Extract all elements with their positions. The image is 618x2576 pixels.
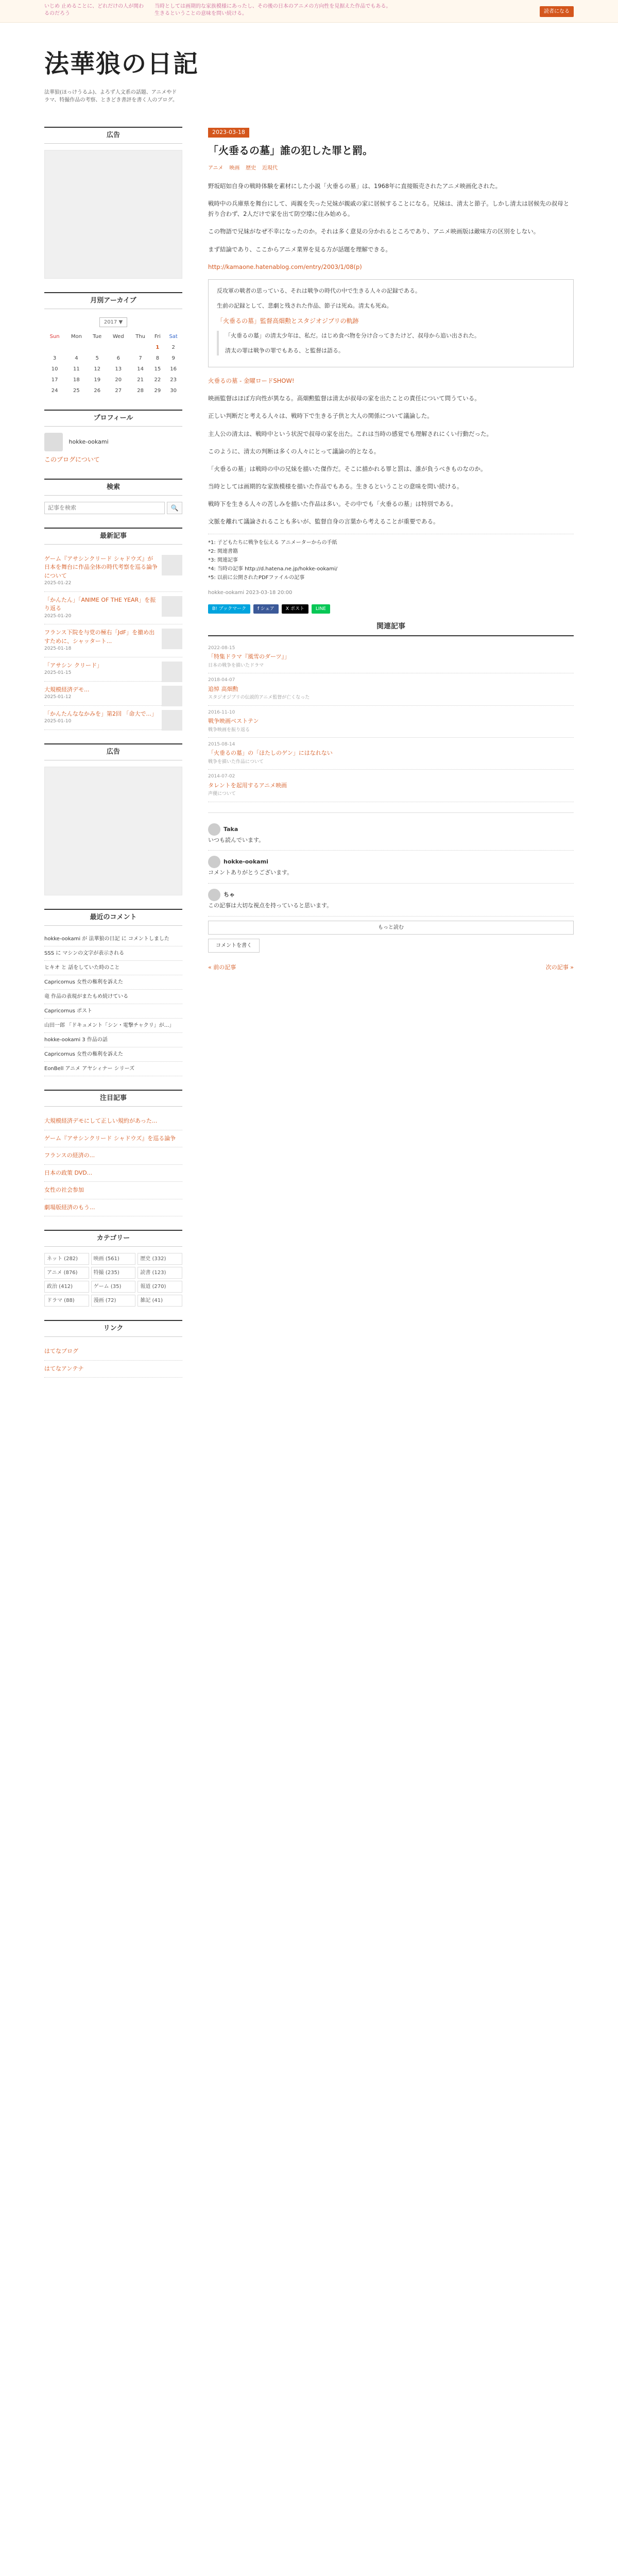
footnote: *3: 関連記事	[208, 557, 238, 564]
sidebar	[44, 127, 182, 1391]
blog-description: 法華狼(ほっけうるふ)、よろず人文系の話題、アニメやドラマ、特撮作品の考察、ときどき書評を書く人のブログ。	[44, 89, 178, 103]
calendar-day: 13	[115, 366, 122, 372]
related-date: 2016-11-10	[208, 709, 235, 715]
blog-header	[0, 23, 618, 126]
comment-text: この記事は大切な視点を持っていると思います。	[208, 902, 333, 909]
links-title: リンク	[44, 1320, 182, 1337]
calendar-title: 月別アーカイブ	[44, 292, 182, 309]
entry-link[interactable]: ゲーム『アサシンクリード シャドウズ』を巡る論争	[44, 1134, 176, 1142]
related-link[interactable]: 追悼 高畑勲	[208, 685, 238, 692]
related-item[interactable]	[208, 673, 574, 705]
entry-link[interactable]: 日本の政策 DVD...	[44, 1169, 93, 1176]
comment-item[interactable]: hokke-ookami 3 作品の話	[44, 1033, 182, 1047]
footnote: *4: 当時の記事 http://d.hatena.ne.jp/hokke-ookami/	[208, 566, 338, 572]
paragraph: 映画監督はほぼ方向性が異なる。高畑勲監督は清太が叔母の家を出たことの責任について問うている。	[208, 395, 480, 402]
paragraph: 「火垂るの墓」は戦時の中の兄妹を描いた傑作だ。そこに描かれる罪と罰は、誰が負うべきものなのか。	[208, 465, 487, 472]
tag-item[interactable]: 歴史	[246, 165, 256, 171]
related-date: 2015-08-14	[208, 741, 235, 747]
calendar-day: 20	[115, 377, 122, 383]
calendar-day: 21	[137, 377, 144, 383]
calendar-day: 10	[51, 366, 58, 372]
calendar-day: 12	[94, 366, 101, 372]
ad-title-2: 広告	[44, 743, 182, 760]
calendar-day: 6	[116, 355, 120, 362]
entry-date: 2025-01-22	[44, 581, 72, 586]
nested-quote	[217, 331, 565, 356]
thumbnail	[162, 710, 182, 731]
weekday: Wed	[112, 334, 124, 340]
category-item[interactable]: 雑記 (41)	[138, 1295, 182, 1307]
topbar-right-text: 当時としては画期的な家族模様にあったし、その後の日本のアニメの方向性を見据えた作品でもある。生きるということの意味を問い続ける。	[154, 4, 391, 16]
calendar-day	[130, 342, 151, 353]
ad-title: 広告	[44, 127, 182, 144]
entry-link[interactable]: 「かんたんななかみを」第2回 「命大で...」	[44, 710, 157, 717]
entry-body	[208, 181, 574, 582]
paragraph: このように、清太の判断は多くの人々にとって議論の的となる。	[208, 447, 380, 455]
entry-link[interactable]: 「アサシン クリード」	[44, 662, 103, 669]
weekday: Sat	[169, 334, 178, 340]
weekday: Tue	[93, 334, 102, 340]
comment	[208, 818, 574, 851]
calendar-day: 29	[154, 388, 161, 394]
related-desc: 戦争を描いた作品について	[208, 759, 264, 765]
calendar-day: 15	[154, 366, 161, 372]
calendar-day: 30	[170, 388, 177, 394]
list-item[interactable]	[44, 551, 182, 592]
comment-item[interactable]: Capricornus 女性の権利を訴えた	[44, 1047, 182, 1062]
related-item[interactable]	[208, 641, 574, 673]
calendar-day: 16	[170, 366, 177, 372]
comments-widget	[44, 909, 182, 1076]
list-item[interactable]	[44, 706, 182, 730]
category-title: カテゴリー	[44, 1230, 182, 1247]
footnote: *1: 子どもたちに戦争を伝える アニメーターからの手紙	[208, 540, 337, 546]
external-link[interactable]: はてなブログ	[44, 1348, 78, 1355]
thumbnail	[162, 686, 182, 706]
comment-item[interactable]: 竜 作品の表現がまたもめ続けている	[44, 990, 182, 1004]
category-item[interactable]: 報道 (270)	[138, 1281, 182, 1293]
source-link[interactable]: http://kamaone.hatenablog.com/entry/2003/1/08(p)	[208, 263, 362, 270]
topbar-left-text: いじめ 止めることに、どれだけの人が関わるのだろう	[44, 4, 144, 16]
commenter-name[interactable]: Taka	[224, 825, 238, 833]
entry-date: 2025-01-15	[44, 670, 72, 676]
bookmark-button[interactable]: B! ブックマーク	[208, 604, 250, 614]
quote-text: 生前の記録として、悲劇と残された作品、節子は死ぬ。清太も死ぬ。	[217, 302, 392, 310]
entry-link[interactable]: 大規模経済デモにして正しい規約があった...	[44, 1117, 158, 1125]
profile-user-id[interactable]: hokke-ookami	[68, 438, 109, 446]
calendar-day: 8	[156, 355, 160, 362]
share-buttons	[208, 604, 574, 614]
related-link[interactable]: タレントを起用するアニメ映画	[208, 782, 287, 789]
more-comments-button[interactable]: もっと読む	[208, 921, 574, 935]
thumbnail	[162, 555, 182, 575]
weekday: Thu	[135, 334, 146, 340]
comment-text: コメントありがとうございます。	[208, 869, 293, 876]
calendar-day: 9	[171, 355, 175, 362]
line-button[interactable]: LINE	[312, 604, 330, 614]
weekday: Sun	[49, 334, 60, 340]
paragraph: 主人公の清太は、戦時中という状況で叔母の家を出た。これは当時の感覚でも理解されにくい行動だった。	[208, 430, 492, 437]
featured-widget	[44, 1090, 182, 1216]
comment	[208, 851, 574, 884]
pager	[208, 963, 574, 973]
profile-widget	[44, 410, 182, 465]
calendar-day: 17	[51, 377, 58, 383]
footnote: *5: 以前に公開されたPDFファイルの記事	[208, 575, 305, 581]
list-item[interactable]	[44, 624, 182, 657]
category-item[interactable]: 映画 (561)	[91, 1253, 136, 1265]
blockquote	[208, 279, 574, 367]
paragraph: 当時としては画期的な家族模様を描いた作品でもある。生きるということの意味を問い続ける。	[208, 482, 463, 490]
calendar-day: 3	[53, 355, 57, 362]
calendar-day: 24	[51, 388, 58, 394]
paragraph: 野坂昭如自身の戦時体験を素材にした小説「火垂るの墓」は、1968年に直接販売されたアニメ映画化された。	[208, 182, 502, 190]
paragraph: 文脈を離れて議論されることも多いが、監督自身の言葉から考えることが重要である。	[208, 518, 439, 526]
calendar-day: 26	[94, 388, 101, 394]
comment-item[interactable]: SSS に マシンの文字が表示される	[44, 946, 182, 961]
thumbnail	[162, 629, 182, 649]
related-desc: スタジオジブリの伝説的アニメ監督が亡くなった	[208, 695, 310, 701]
facebook-button[interactable]: f シェア	[253, 604, 279, 614]
quote-text: 「火垂るの墓」の清太少年は、私だ。はじめ食べ物を分け合ってきたけど、叔母から追い出された。	[225, 332, 480, 339]
latest-widget	[44, 528, 182, 730]
calendar-widget	[44, 292, 182, 396]
entry-link[interactable]: ゲーム『アサシンクリード シャドウズ』が日本を舞台に作品全体の時代考察を巡る論争について	[44, 555, 158, 579]
paragraph: まず結論であり、ここからアニメ業界を見る方が話題を理解できる。	[208, 245, 391, 253]
list-item[interactable]	[44, 1147, 182, 1165]
calendar-day: 4	[75, 355, 78, 362]
list-item[interactable]	[44, 1199, 182, 1217]
category-item[interactable]: ゲーム (35)	[91, 1281, 136, 1293]
calendar-table	[44, 331, 182, 396]
next-entry-link[interactable]: 次の記事 »	[545, 963, 574, 971]
list-item[interactable]	[44, 1165, 182, 1182]
calendar-day	[88, 342, 107, 353]
paragraph: 正しい判断だと考える人々は、戦時下で生きる子供と大人の関係について議論した。	[208, 412, 433, 420]
top-bar	[0, 0, 618, 23]
prev-entry-link[interactable]: « 前の記事	[208, 963, 236, 971]
category-item[interactable]: 歴史 (332)	[138, 1253, 182, 1265]
main-column	[208, 127, 574, 972]
entry-link[interactable]: 「かんたん」「ANIME OF THE YEAR」を振り返る	[44, 596, 156, 612]
list-item[interactable]	[44, 1361, 182, 1378]
entry-tags	[208, 162, 574, 173]
category-widget	[44, 1230, 182, 1307]
entry-link[interactable]: フランス下院を与党の極右「JdF」を撤め出すために、シャッタート...	[44, 629, 155, 645]
source-link-2[interactable]: 火垂るの墓 - 金曜ロードSHOW!	[208, 377, 295, 385]
related-desc: 声優について	[208, 791, 236, 797]
calendar-day[interactable]: 1	[156, 345, 160, 351]
thumbnail	[162, 596, 182, 617]
avatar[interactable]	[44, 433, 63, 451]
paragraph: 戦時下を生きる人々の苦しみを描いた作品は多い。その中でも「火垂るの墓」は特別である。	[208, 500, 457, 508]
calendar-day	[107, 342, 130, 353]
comment-item[interactable]: EonBell アニメ アヤシィナー シリーズ	[44, 1062, 182, 1076]
links-widget	[44, 1320, 182, 1378]
tag-item[interactable]: 近現代	[262, 165, 278, 171]
search-title: 検索	[44, 479, 182, 496]
calendar-day: 2	[171, 345, 175, 351]
entry-date: 2025-01-18	[44, 646, 72, 652]
list-item[interactable]	[44, 1343, 182, 1361]
quote-text: 反攻軍の戦者の思っている、それは戦争の時代の中で生きる人々の記録である。	[217, 287, 421, 294]
category-item[interactable]: 特撮 (235)	[91, 1267, 136, 1279]
external-link[interactable]: はてなアンテナ	[44, 1365, 84, 1372]
category-item[interactable]: 漫画 (72)	[91, 1295, 136, 1307]
subscribe-button[interactable]: 読者になる	[540, 6, 574, 17]
entry-date[interactable]: 2023-03-18	[208, 128, 249, 138]
quote-text: 清太の罪は戦争の罪でもある、と監督は語る。	[225, 347, 344, 354]
list-item[interactable]	[44, 682, 182, 706]
list-item[interactable]	[44, 592, 182, 625]
search-input[interactable]	[44, 502, 165, 514]
calendar-day: 7	[139, 355, 142, 362]
list-item[interactable]	[44, 1182, 182, 1199]
ad-slot-2[interactable]	[44, 767, 182, 895]
related-link[interactable]: 戦争映画ベストテン	[208, 718, 259, 724]
entry-link[interactable]: 大規模経済デモ...	[44, 686, 90, 693]
related-item[interactable]	[208, 770, 574, 802]
tag-item[interactable]: アニメ	[208, 165, 224, 171]
list-item[interactable]	[44, 1130, 182, 1148]
calendar-day	[65, 342, 88, 353]
footnotes	[208, 534, 574, 582]
weekday: Fri	[154, 334, 161, 340]
entry-author: hokke-ookami 2023-03-18 20:00	[208, 590, 293, 596]
search-widget	[44, 479, 182, 514]
list-item[interactable]	[44, 1113, 182, 1130]
calendar-day: 14	[137, 366, 144, 372]
ad-slot[interactable]	[44, 150, 182, 279]
category-item[interactable]: 政治 (412)	[44, 1281, 89, 1293]
latest-title: 最新記事	[44, 528, 182, 545]
calendar-day: 27	[115, 388, 122, 394]
comments-title: 最近のコメント	[44, 909, 182, 926]
about-link[interactable]: このブログについて	[44, 456, 100, 464]
quote-link[interactable]: 「火垂るの墓」監督高畑勲とスタジオジブリの軌跡	[217, 317, 359, 325]
related-date: 2022-08-15	[208, 646, 235, 651]
related-item[interactable]	[208, 738, 574, 770]
profile-title: プロフィール	[44, 410, 182, 427]
calendar-day: 19	[94, 377, 101, 383]
entry-title[interactable]: 「火垂るの墓」誰の犯した罪と罰。	[208, 144, 373, 157]
related-date: 2014-07-02	[208, 774, 235, 779]
calendar-day: 18	[73, 377, 80, 383]
category-item[interactable]: アニメ (876)	[44, 1267, 89, 1279]
year-select[interactable]: 2017 ▼	[99, 317, 127, 327]
entry-link[interactable]: フランスの経済の...	[44, 1152, 95, 1159]
comment-item[interactable]: ヒキオ と 話をしていた時のこと	[44, 961, 182, 975]
calendar-day: 5	[95, 355, 99, 362]
blog-title[interactable]: 法華狼の日記	[44, 49, 199, 78]
paragraph: この物語で兄妹がなぜ不幸になったのか。それは多く意見の分かれるところであり、アニメ映画版は敵味方の区別をしない。	[208, 228, 540, 235]
search-button[interactable]: 🔍	[167, 502, 182, 514]
comment-text: いつも読んでいます。	[208, 836, 265, 843]
weekday: Mon	[71, 334, 82, 340]
entry-link[interactable]: 劇場版経済のもう...	[44, 1204, 95, 1211]
comment-item[interactable]: 山田一郎 「ドキュメント「シン・電撃チャクリ」が...」	[44, 1019, 182, 1033]
x-button[interactable]: X ポスト	[282, 604, 308, 614]
category-item[interactable]: 読書 (123)	[138, 1267, 182, 1279]
comment-item[interactable]: Capricornus ポスト	[44, 1004, 182, 1019]
entry-date: 2025-01-10	[44, 719, 72, 724]
avatar[interactable]	[208, 823, 220, 836]
comment-item[interactable]: Capricornus 女性の権利を訴えた	[44, 975, 182, 990]
category-item[interactable]: ネット (282)	[44, 1253, 89, 1265]
related-date: 2018-04-07	[208, 677, 235, 683]
related-desc: 日本の戦争を描いたドラマ	[208, 663, 264, 669]
calendar-day: 22	[154, 377, 161, 383]
related-section	[208, 621, 574, 802]
related-link[interactable]: 「火垂るの墓」の「ほたしのゲン」にはなれない	[208, 750, 333, 757]
calendar-day: 11	[73, 366, 80, 372]
comment-item[interactable]: hokke-ookami が 法華狼の日記 に コメントしました	[44, 932, 182, 946]
related-title: 関連記事	[208, 621, 574, 636]
calendar-day: 23	[170, 377, 177, 383]
featured-title: 注目記事	[44, 1090, 182, 1107]
write-comment-button[interactable]: コメントを書く	[208, 939, 260, 953]
entry-date: 2025-01-12	[44, 694, 72, 700]
thumbnail	[162, 662, 182, 682]
avatar[interactable]	[208, 856, 220, 868]
entry-date: 2025-01-20	[44, 613, 72, 619]
ad-widget	[44, 127, 182, 279]
list-item[interactable]	[44, 657, 182, 682]
related-desc: 戦争映画を振り返る	[208, 727, 250, 733]
calendar-day: 28	[137, 388, 144, 394]
paragraph: 戦時中の兵庫県を舞台にして、両親を失った兄妹が親戚の家に居候することになる。兄妹は、清太と節子。しかし清太は居候先の叔母と折り合わず、2人だけで家を出て防空壕に住み始める。	[208, 200, 570, 218]
calendar-day: 25	[73, 388, 80, 394]
related-link[interactable]: 「特集ドラマ『風雪のダーツ』」	[208, 653, 290, 660]
category-item[interactable]: ドラマ (88)	[44, 1295, 89, 1307]
avatar[interactable]	[208, 889, 220, 901]
commenter-name[interactable]: hokke-ookami	[224, 858, 268, 866]
tag-item[interactable]: 映画	[229, 165, 240, 171]
commenter-name[interactable]: ちゃ	[224, 891, 235, 898]
ad-widget-2	[44, 743, 182, 895]
comment	[208, 884, 574, 917]
comment-section	[208, 812, 574, 953]
calendar-day	[44, 342, 65, 353]
related-item[interactable]	[208, 706, 574, 738]
entry-link[interactable]: 女性の社会参加	[44, 1187, 84, 1194]
footnote: *2: 関連書籍	[208, 549, 238, 555]
